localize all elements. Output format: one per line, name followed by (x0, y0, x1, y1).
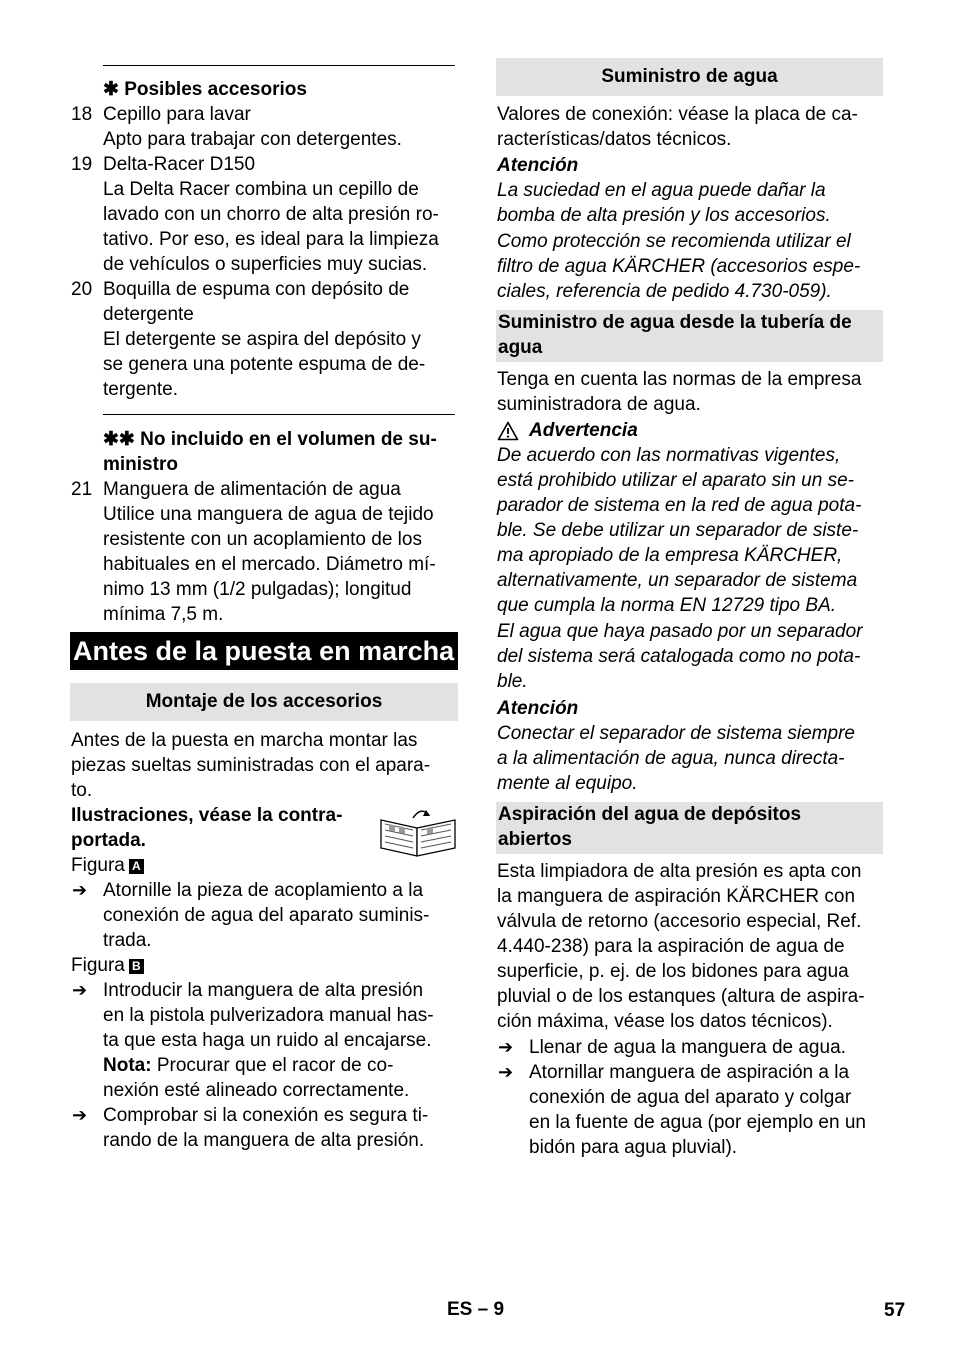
subheading: abiertos (498, 829, 572, 850)
footer-section-label: ES – 9 (447, 1299, 505, 1320)
subheading: Montaje de los accesorios (145, 691, 383, 712)
warning-text: El agua que haya pasado por un separador (497, 621, 863, 642)
arrow-right-icon: ➔ (72, 980, 88, 1000)
item-number: 21 (71, 479, 93, 500)
item-text: nimo 13 mm (1/2 pulgadas); longitud (103, 579, 412, 600)
attention-text: Como protección se recomienda utilizar el (497, 231, 851, 252)
item-text: lavado con un chorro de alta presión ro- (103, 204, 439, 225)
figure-label (71, 953, 144, 978)
paragraph-text: piezas sueltas suministradas con el apara- (71, 755, 431, 776)
figure-label (71, 853, 144, 878)
item-text: mínima 7,5 m. (103, 604, 224, 625)
warning-triangle-icon (497, 421, 519, 441)
step-text: Introducir la manguera de alta presión (103, 980, 424, 1001)
step-text: en la pistola pulverizadora manual has- (103, 1005, 434, 1026)
step-text: ta que esta haga un ruido al encajarse. (103, 1030, 432, 1051)
asterisk-icon: ✱✱ (103, 429, 135, 450)
warning-label: Advertencia (529, 420, 638, 441)
warning-text: ma apropiado de la empresa KÄRCHER, (497, 545, 843, 566)
arrow-right-icon: ➔ (72, 1105, 88, 1125)
paragraph-text: Tenga en cuenta las normas de la empresa (497, 369, 862, 390)
item-title: Boquilla de espuma con depósito de (103, 279, 410, 300)
item-title: Cepillo para lavar (103, 104, 251, 125)
paragraph-text: válvula de retorno (accesorio especial, Ref. (497, 911, 862, 932)
section-title: No incluido en el volumen de su- (140, 429, 437, 450)
attention-label: Atención (497, 698, 579, 719)
item-text: El detergente se aspira del depósito y (103, 329, 421, 350)
warning-text: del sistema será catalogada como no pota- (497, 646, 861, 667)
figure-text: Figura (71, 855, 125, 876)
chapter-heading: Antes de la puesta en marcha (70, 632, 458, 670)
item-title: Manguera de alimentación de agua (103, 479, 401, 500)
arrow-right-icon: ➔ (498, 1037, 514, 1057)
paragraph-text: ción máxima, véase los datos técnicos). (497, 1011, 833, 1032)
attention-text: La suciedad en el agua puede dañar la (497, 180, 826, 201)
paragraph-text: superficie, p. ej. de los bidones para agua (497, 961, 849, 982)
paragraph-text: suministradora de agua. (497, 394, 701, 415)
step-text: rando de la manguera de alta presión. (103, 1130, 425, 1151)
arrow-right-icon: ➔ (498, 1062, 514, 1082)
item-number: 18 (71, 104, 93, 125)
step-text: en la fuente de agua (por ejemplo en un (529, 1112, 866, 1133)
figure-letter-box: B (129, 959, 144, 974)
section-title: ministro (103, 454, 178, 475)
paragraph-text: racterísticas/datos técnicos. (497, 129, 732, 150)
item-text: Apto para trabajar con detergentes. (103, 129, 402, 150)
attention-label: Atención (497, 155, 579, 176)
warning-text: que cumpla la norma EN 12729 tipo BA. (497, 595, 837, 616)
arrow-right-icon: ➔ (72, 880, 88, 900)
paragraph-text: Valores de conexión: véase la placa de ca- (497, 104, 858, 125)
paragraph-text: Antes de la puesta en marcha montar las (71, 730, 418, 751)
step-text: Comprobar si la conexión es segura ti- (103, 1105, 429, 1126)
step-text: Procurar que el racor de co- (151, 1055, 394, 1076)
figure-letter-box: A (129, 859, 144, 874)
item-number: 19 (71, 154, 93, 175)
paragraph-text: 4.440-238) para la aspiración de agua de (497, 936, 845, 957)
step-text: conexión de agua del aparato y colgar (529, 1087, 852, 1108)
illustration-note: portada. (71, 830, 146, 851)
item-number: 20 (71, 279, 93, 300)
step-note (103, 1053, 393, 1078)
separator-rule (103, 65, 455, 66)
step-text: bidón para agua pluvial). (529, 1137, 738, 1158)
item-text: Utilice una manguera de agua de tejido (103, 504, 434, 525)
section-title: Posibles accesorios (124, 79, 307, 100)
subheading: agua (498, 337, 543, 358)
figure-text: Figura (71, 955, 125, 976)
item-text: tergente. (103, 379, 178, 400)
warning-text: parador de sistema en la red de agua pota- (497, 495, 862, 516)
item-text: resistente con un acoplamiento de los (103, 529, 422, 550)
warning-text: ble. Se debe utilizar un separador de siste- (497, 520, 859, 541)
page-number: 57 (884, 1300, 906, 1321)
step-text: trada. (103, 930, 152, 951)
note-label: Nota: (103, 1055, 152, 1076)
step-text: Atornillar manguera de aspiración a la (529, 1062, 850, 1083)
warning-text: De acuerdo con las normativas vigentes, (497, 445, 841, 466)
section-heading (103, 427, 437, 452)
attention-text: Conectar el separador de sistema siempre (497, 723, 856, 744)
step-text: conexión de agua del aparato suminis- (103, 905, 430, 926)
item-text: La Delta Racer combina un cepillo de (103, 179, 419, 200)
separator-rule (103, 414, 455, 415)
warning-text: está prohibido utilizar el aparato sin un se- (497, 470, 854, 491)
attention-text: filtro de agua KÄRCHER (accesorios espe- (497, 256, 861, 277)
subheading: Suministro de agua desde la tubería de (498, 312, 852, 333)
step-text: nexión esté alineado correctamente. (103, 1080, 410, 1101)
paragraph-text: pluvial o de los estanques (altura de aspira- (497, 986, 865, 1007)
attention-text: bomba de alta presión y los accesorios. (497, 205, 831, 226)
item-text: se genera una potente espuma de de- (103, 354, 426, 375)
illustration-note: Ilustraciones, véase la contra- (71, 805, 343, 826)
open-book-icon (377, 806, 459, 858)
item-text: habituales en el mercado. Diámetro mí- (103, 554, 436, 575)
subheading: Aspiración del agua de depósitos (498, 804, 802, 825)
item-text: tativo. Por eso, es ideal para la limpieza (103, 229, 439, 250)
asterisk-icon: ✱ (103, 79, 119, 100)
attention-text: a la alimentación de agua, nunca directa- (497, 748, 845, 769)
warning-text: ble. (497, 671, 528, 692)
subheading: Suministro de agua (601, 66, 778, 87)
section-heading (103, 77, 307, 102)
paragraph-text: to. (71, 780, 93, 801)
paragraph-text: la manguera de aspiración KÄRCHER con (497, 886, 856, 907)
item-title: detergente (103, 304, 194, 325)
attention-text: mente al equipo. (497, 773, 638, 794)
step-text: Llenar de agua la manguera de agua. (529, 1037, 846, 1058)
item-text: de vehículos o superficies muy sucias. (103, 254, 428, 275)
step-text: Atornille la pieza de acoplamiento a la (103, 880, 424, 901)
item-title: Delta-Racer D150 (103, 154, 256, 175)
paragraph-text: Esta limpiadora de alta presión es apta con (497, 861, 862, 882)
attention-text: ciales, referencia de pedido 4.730-059). (497, 281, 832, 302)
warning-text: alternativamente, un separador de sistema (497, 570, 858, 591)
